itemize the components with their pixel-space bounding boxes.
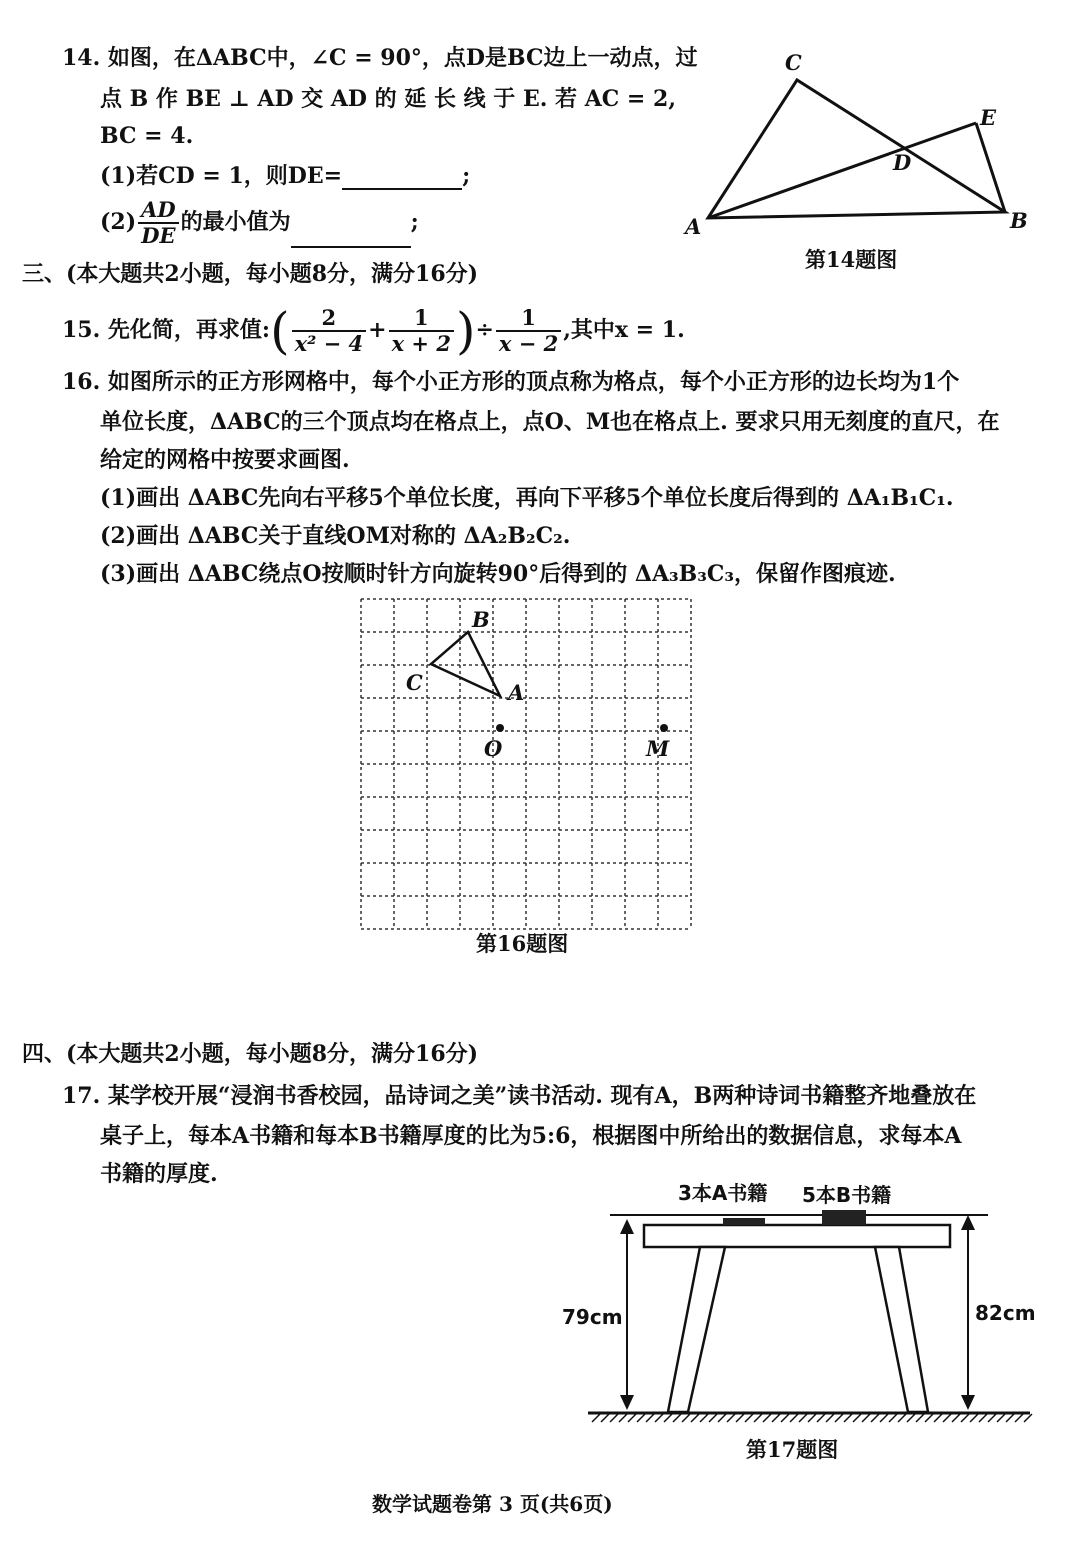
hatch-mark — [952, 1414, 960, 1422]
ground-hatching — [592, 1414, 1032, 1422]
hatch-mark — [889, 1414, 897, 1422]
hatch-mark — [601, 1414, 609, 1422]
q15-plus: + — [368, 317, 387, 343]
hatch-mark — [808, 1414, 816, 1422]
table-leg-right — [875, 1247, 928, 1412]
q15-suffix: ,其中x = 1. — [563, 317, 685, 343]
q14-part1-prefix: (1)若CD = 1，则DE= — [100, 163, 343, 189]
arrowhead-up-right — [961, 1215, 975, 1230]
books-b-stack — [822, 1210, 866, 1225]
hatch-mark — [610, 1414, 618, 1422]
hatch-mark — [934, 1414, 942, 1422]
q15-fraction-3: $\frac{1}{x - 2}$ — [496, 306, 561, 356]
hatch-mark — [898, 1414, 906, 1422]
arrowhead-down-right — [961, 1395, 975, 1410]
q14-line3: BC = 4. — [100, 123, 194, 149]
label-c: C — [785, 50, 802, 75]
hatch-mark — [700, 1414, 708, 1422]
q14-line1: 14. 如图，在ΔABC中，∠C = 90°，点D是BC边上一动点，过 — [62, 45, 698, 71]
q16-part2: (2)画出 ΔABC关于直线OM对称的 ΔA₂B₂C₂. — [100, 523, 571, 549]
hatch-mark — [826, 1414, 834, 1422]
q15-fraction-1: $\frac{2}{\text{x² − 4}}$ — [292, 306, 367, 356]
q17-line2: 桌子上，每本A书籍和每本B书籍厚度的比为5:6，根据图中所给出的数据信息，求每本A — [100, 1123, 962, 1149]
hatch-mark — [727, 1414, 735, 1422]
q14-part2-suffix: ; — [410, 209, 419, 235]
hatch-mark — [988, 1414, 996, 1422]
q17-line3: 书籍的厚度. — [100, 1161, 218, 1187]
hatch-mark — [763, 1414, 771, 1422]
hatch-mark — [781, 1414, 789, 1422]
label-height-79: 79cm — [562, 1305, 623, 1329]
hatch-mark — [1006, 1414, 1014, 1422]
label-d: D — [893, 150, 912, 175]
q15-fraction-2: $\frac{1}{x + 2}$ — [389, 306, 454, 356]
q16-part1: (1)画出 ΔABC先向右平移5个单位长度，再向下平移5个单位长度后得到的 ΔA₁B₁C₁. — [100, 485, 954, 511]
hatch-mark — [844, 1414, 852, 1422]
q15-div: ÷ — [475, 317, 494, 343]
q17-line1: 17. 某学校开展“浸润书香校园，品诗词之美”读书活动. 现有A，B两种诗词书籍整齐地叠放在 — [62, 1083, 977, 1109]
hatch-mark — [817, 1414, 825, 1422]
hatch-mark — [907, 1414, 915, 1422]
label-books-a: 3本A书籍 — [678, 1181, 768, 1205]
hatch-mark — [628, 1414, 636, 1422]
hatch-mark — [961, 1414, 969, 1422]
hatch-mark — [925, 1414, 933, 1422]
hatch-mark — [772, 1414, 780, 1422]
grid-label-c: C — [406, 670, 423, 695]
arrowhead-down-left — [620, 1395, 634, 1410]
label-b: B — [1010, 208, 1028, 233]
hatch-mark — [718, 1414, 726, 1422]
left-paren: ( — [270, 302, 290, 360]
page-footer: 数学试题卷第 3 页(共6页) — [372, 1492, 613, 1516]
q14-ad-de-fraction: $\frac{AD}{DE}$ — [138, 198, 179, 248]
hatch-mark — [790, 1414, 798, 1422]
hatch-mark — [835, 1414, 843, 1422]
hatch-mark — [655, 1414, 663, 1422]
label-a: A — [685, 214, 702, 239]
q14-part1-suffix: ; — [462, 163, 471, 189]
section4-heading: 四、(本大题共2小题，每小题8分，满分16分) — [22, 1041, 479, 1067]
q16-line1: 16. 如图所示的正方形网格中，每个小正方形的顶点称为格点，每个小正方形的边长均为1个 — [62, 369, 960, 395]
q16-line3: 给定的网格中按要求画图. — [100, 447, 350, 473]
hatch-mark — [862, 1414, 870, 1422]
q16-part3: (3)画出 ΔABC绕点O按顺时针方向旋转90°后得到的 ΔA₃B₃C₃，保留作图痕迹. — [100, 561, 896, 587]
label-height-82: 82cm — [975, 1301, 1036, 1325]
table-top — [644, 1225, 950, 1247]
q14-part2-prefix: (2) — [100, 209, 137, 235]
q16-line2: 单位长度，ΔABC的三个顶点均在格点上，点O、M也在格点上. 要求只用无刻度的直尺，在 — [100, 409, 1000, 435]
arrowhead-up-left — [620, 1219, 634, 1234]
q14-figure-caption: 第14题图 — [805, 247, 898, 272]
table-leg-left — [668, 1247, 725, 1412]
hatch-mark — [736, 1414, 744, 1422]
books-a-stack — [723, 1218, 765, 1225]
hatch-mark — [754, 1414, 762, 1422]
hatch-mark — [979, 1414, 987, 1422]
q14-part2-mid: 的最小值为 — [180, 209, 291, 235]
hatch-mark — [1015, 1414, 1023, 1422]
q14-line2: 点 B 作 BE ⊥ AD 交 AD 的 延 长 线 于 E. 若 AC = 2, — [100, 86, 676, 112]
hatch-mark — [673, 1414, 681, 1422]
hatch-mark — [637, 1414, 645, 1422]
q16-figure-caption: 第16题图 — [476, 931, 569, 956]
hatch-mark — [691, 1414, 699, 1422]
hatch-mark — [619, 1414, 627, 1422]
hatch-mark — [943, 1414, 951, 1422]
label-e: E — [980, 105, 997, 130]
hatch-mark — [871, 1414, 879, 1422]
hatch-mark — [916, 1414, 924, 1422]
section3-heading: 三、(本大题共2小题，每小题8分，满分16分) — [22, 261, 479, 287]
hatch-mark — [853, 1414, 861, 1422]
hatch-mark — [745, 1414, 753, 1422]
right-paren: ) — [455, 302, 476, 360]
hatch-mark — [664, 1414, 672, 1422]
hatch-mark — [997, 1414, 1005, 1422]
q15-prefix: 15. 先化简，再求值: — [62, 317, 271, 343]
hatch-mark — [880, 1414, 888, 1422]
grid-label-b: B — [472, 607, 490, 632]
grid-label-o: O — [484, 736, 503, 761]
hatch-mark — [646, 1414, 654, 1422]
grid-label-m: M — [646, 736, 670, 761]
grid-label-a: A — [508, 680, 525, 705]
hatch-mark — [682, 1414, 690, 1422]
hatch-mark — [970, 1414, 978, 1422]
hatch-mark — [592, 1414, 600, 1422]
hatch-mark — [1024, 1414, 1032, 1422]
label-books-b: 5本B书籍 — [802, 1183, 892, 1207]
hatch-mark — [709, 1414, 717, 1422]
hatch-mark — [799, 1414, 807, 1422]
q17-figure-caption: 第17题图 — [746, 1437, 839, 1462]
